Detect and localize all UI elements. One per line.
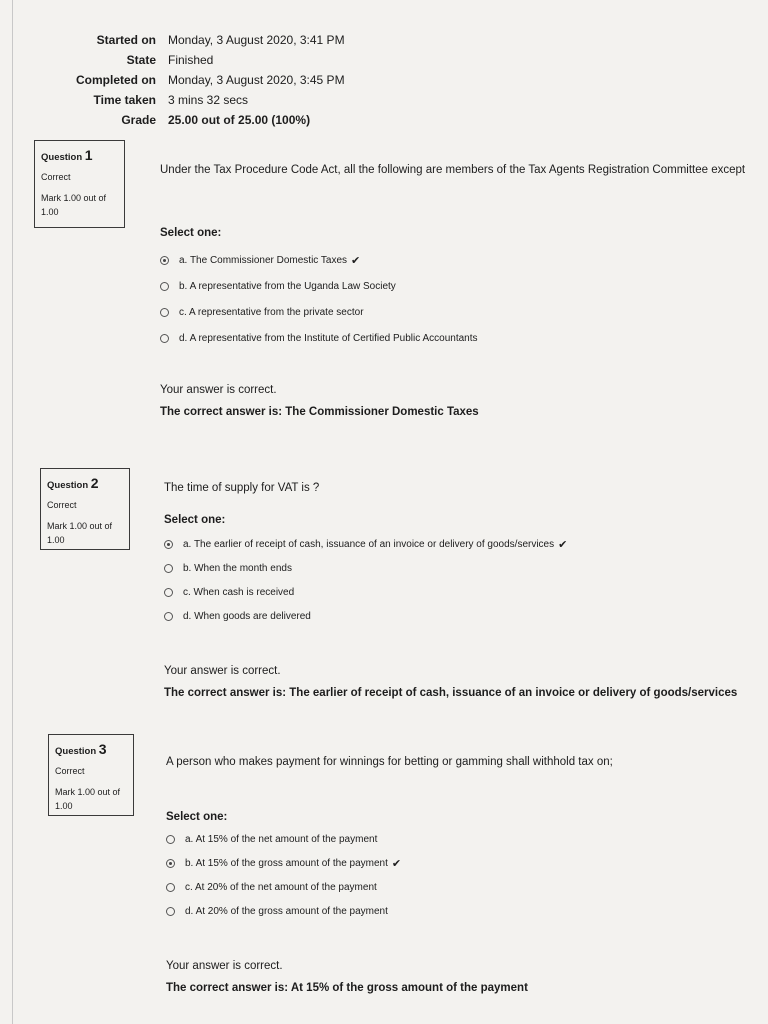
answer-option[interactable] [164,580,760,604]
question-number: 1 [84,147,93,163]
summary-label: Grade [121,113,156,127]
answer-option[interactable] [160,325,760,351]
question-content [166,754,760,999]
answer-label: a. The Commissioner Domestic Taxes [179,254,348,266]
radio-icon[interactable] [166,835,175,844]
radio-icon[interactable] [160,308,169,317]
feedback [160,379,760,423]
radio-icon[interactable] [164,588,173,597]
answer-label: d. At 20% of the gross amount of the payment [185,905,388,917]
answer-option[interactable] [166,875,760,899]
question-text: A person who makes payment for winnings for betting or gamming shall withhold tax on; [166,756,613,768]
radio-checked-icon[interactable] [166,859,175,868]
radio-icon[interactable] [164,612,173,621]
summary-state [40,50,460,70]
answer-label: a. At 15% of the net amount of the payment [185,833,378,845]
select-one-label: Select one: [160,227,222,239]
answer-option[interactable] [166,851,760,875]
question-heading [55,741,127,757]
question-mark: Mark 1.00 out of 1.00 [47,521,113,545]
radio-icon[interactable] [164,564,173,573]
feedback-text: Your answer is correct. [166,960,283,972]
answer-label: d. A representative from the Institute of Certified Public Accountants [179,332,478,344]
answer-option[interactable] [160,299,760,325]
answer-label: a. The earlier of receipt of cash, issuance of an invoice or delivery of goods/services [183,538,555,550]
summary-label: Completed on [76,73,156,87]
question-state: Correct [55,766,85,776]
question-content [164,480,760,704]
summary-label: Time taken [93,93,156,107]
answer-option[interactable] [166,899,760,923]
correct-answer-text: The correct answer is: The earlier of receipt of cash, issuance of an invoice or delivery of goods/services [164,687,738,699]
summary-completed-on [40,70,460,90]
radio-icon[interactable] [160,282,169,291]
question-number: 3 [98,741,107,757]
answer-label: b. A representative from the Uganda Law Society [179,280,396,292]
answer-label: c. When cash is received [183,586,295,598]
summary-value: Finished [168,53,214,67]
question-title: Question [47,480,89,491]
question-info-box [48,734,134,816]
question-content [160,162,760,423]
question-mark: Mark 1.00 out of 1.00 [55,787,121,811]
radio-icon[interactable] [166,907,175,916]
summary-grade [40,110,460,130]
question-mark: Mark 1.00 out of 1.00 [41,193,107,217]
feedback [164,660,760,704]
answer-list [164,532,760,628]
question-text: The time of supply for VAT is ? [164,482,320,494]
summary-value: Monday, 3 August 2020, 3:45 PM [168,73,345,87]
question-title: Question [55,746,97,757]
answer-option[interactable] [166,827,760,851]
question-info-box [40,468,130,550]
check-icon: ✔ [391,857,402,870]
check-icon: ✔ [558,538,568,551]
check-icon: ✔ [351,254,361,267]
answer-label: c. A representative from the private sector [179,306,364,318]
feedback-text: Your answer is correct. [160,384,277,396]
question-number: 2 [90,475,99,491]
correct-answer-text: The correct answer is: At 15% of the gross amount of the payment [166,982,528,994]
summary-label: State [126,53,156,67]
answer-label: d. When goods are delivered [183,610,311,622]
radio-checked-icon[interactable] [164,540,173,549]
radio-icon[interactable] [160,334,169,343]
select-one-label: Select one: [166,811,228,823]
answer-list [160,247,760,351]
radio-icon[interactable] [166,883,175,892]
question-heading [41,147,118,163]
answer-label: b. When the month ends [183,562,292,574]
radio-checked-icon[interactable] [160,256,169,265]
question-state: Correct [47,500,77,510]
correct-answer-text: The correct answer is: The Commissioner Domestic Taxes [160,406,479,418]
answer-option[interactable] [160,247,760,273]
question-state: Correct [41,172,71,182]
quiz-summary [40,30,460,130]
summary-label: Started on [96,33,156,47]
feedback-text: Your answer is correct. [164,665,281,677]
feedback [166,955,760,999]
answer-option[interactable] [164,556,760,580]
summary-value: 3 mins 32 secs [168,93,249,107]
answer-list [166,827,760,923]
answer-option[interactable] [164,604,760,628]
summary-time-taken [40,90,460,110]
answer-label: b. At 15% of the gross amount of the payment [185,857,388,869]
page-edge [12,0,13,1024]
answer-label: c. At 20% of the net amount of the payment [185,881,377,893]
answer-option[interactable] [164,532,760,556]
select-one-label: Select one: [164,514,226,526]
summary-started-on [40,30,460,50]
answer-option[interactable] [160,273,760,299]
question-heading [47,475,123,491]
summary-value: 25.00 out of 25.00 (100%) [168,113,311,127]
question-text: Under the Tax Procedure Code Act, all the following are members of the Tax Agents Registration Committee except [160,164,746,176]
question-title: Question [41,152,83,163]
question-info-box [34,140,125,228]
summary-value: Monday, 3 August 2020, 3:41 PM [168,33,345,47]
